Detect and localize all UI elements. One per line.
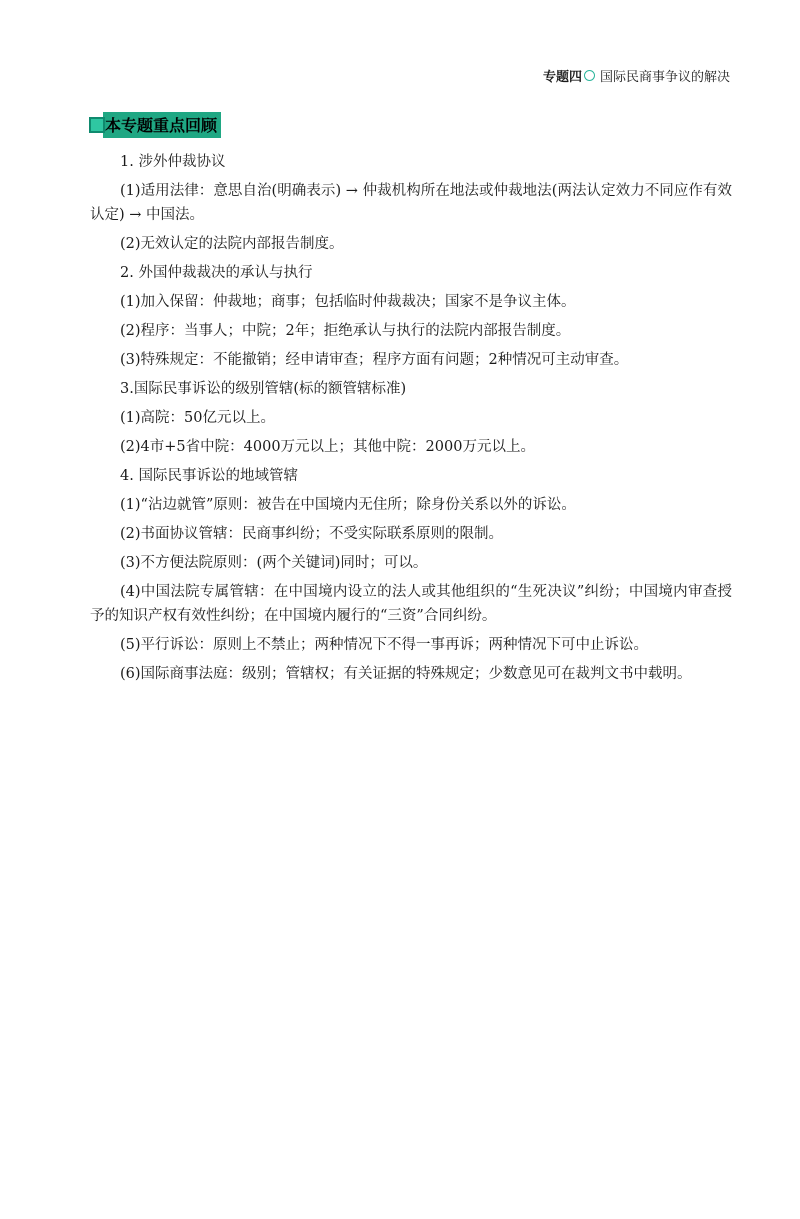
review-content (90, 150, 732, 691)
section-heading (89, 112, 221, 138)
point-item: (4)中国法院专属管辖：在中国境内设立的法人或其他组织的“生死决议”纠纷；中国境内审查授予的知识产权有效性纠纷；在中国境内履行的“三资”合同纠纷。 (90, 584, 732, 624)
section-title: 本专题重点回顾 (103, 112, 221, 138)
point-item: (3)不方便法院原则：(两个关键词)同时；可以。 (120, 555, 428, 571)
point-item: (1)加入保留：仲裁地；商事；包括临时仲裁裁决；国家不是争议主体。 (120, 294, 576, 310)
point-item: (2)书面协议管辖：民商事纠纷；不受实际联系原则的限制。 (120, 526, 504, 542)
point-item: (2)无效认定的法院内部报告制度。 (120, 236, 344, 252)
point-item: (1)高院：50亿元以上。 (120, 410, 275, 426)
chapter-label: 专题四 (542, 70, 582, 85)
point-heading: 4. 国际民事诉讼的地域管辖 (120, 468, 298, 484)
point-item: (5)平行诉讼：原则上不禁止；两种情况下不得一事再诉；两种情况下可中止诉讼。 (120, 637, 649, 653)
chapter-title: 国际民商事争议的解决 (599, 70, 730, 85)
running-header (543, 66, 730, 85)
circle-icon (584, 70, 595, 81)
point-item: (1)适用法律：意思自治(明确表示) → 仲裁机构所在地法或仲裁地法(两法认定效力不同应作有效认定) → 中国法。 (90, 183, 732, 223)
point-item: (3)特殊规定：不能撤销；经申请审查；程序方面有问题；2种情况可主动审查。 (120, 352, 629, 368)
point-heading: 1. 涉外仲裁协议 (120, 154, 226, 170)
square-bullet-icon (89, 117, 105, 133)
point-heading: 2. 外国仲裁裁决的承认与执行 (120, 265, 313, 281)
point-item: (2)程序：当事人；中院；2年；拒绝承认与执行的法院内部报告制度。 (120, 323, 571, 339)
point-heading: 3.国际民事诉讼的级别管辖(标的额管辖标准) (120, 381, 407, 397)
point-item: (2)4市+5省中院：4000万元以上；其他中院：2000万元以上。 (120, 439, 535, 455)
point-item: (1)“沾边就管”原则：被告在中国境内无住所；除身份关系以外的诉讼。 (120, 497, 576, 513)
point-item: (6)国际商事法庭：级别；管辖权；有关证据的特殊规定；少数意见可在裁判文书中载明。 (120, 666, 692, 682)
